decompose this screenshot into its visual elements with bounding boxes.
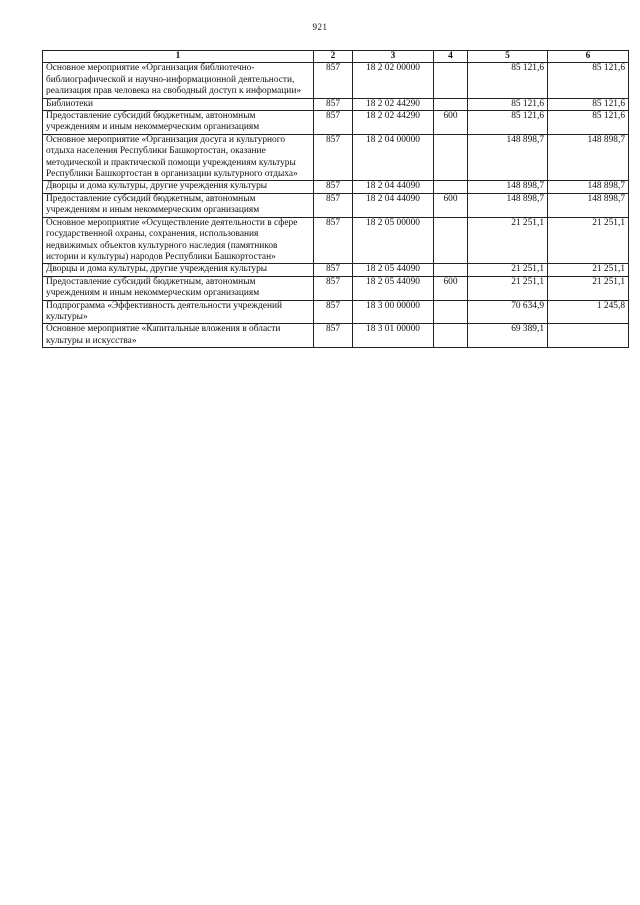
row-ministry: 857 bbox=[314, 134, 353, 181]
row-amount-1: 85 121,6 bbox=[468, 111, 548, 135]
table-row bbox=[43, 300, 629, 324]
column-header-name: 1 bbox=[43, 51, 314, 63]
row-name: Предоставление субсидий бюджетным, автономным учреждениям и иным некоммерческим организациям bbox=[43, 111, 314, 135]
row-ministry: 857 bbox=[314, 98, 353, 110]
row-amount-1: 85 121,6 bbox=[468, 63, 548, 98]
row-name: Библиотеки bbox=[43, 98, 314, 110]
row-ministry: 857 bbox=[314, 181, 353, 193]
row-name: Дворцы и дома культуры, другие учреждения культуры bbox=[43, 264, 314, 276]
table-row bbox=[43, 324, 629, 348]
row-amount-2: 85 121,6 bbox=[548, 63, 629, 98]
budget-table bbox=[42, 50, 629, 348]
column-header-code: 3 bbox=[353, 51, 434, 63]
row-code: 18 2 05 44090 bbox=[353, 276, 434, 300]
row-name: Предоставление субсидий бюджетным, автономным учреждениям и иным некоммерческим организациям bbox=[43, 193, 314, 217]
row-name: Основное мероприятие «Организация библиотечно-библиографической и научно-информационной деятельности, реализация прав человека на свободный доступ к информации» bbox=[43, 63, 314, 98]
row-amount-2: 21 251,1 bbox=[548, 217, 629, 264]
table-row bbox=[43, 181, 629, 193]
row-amount-1: 148 898,7 bbox=[468, 193, 548, 217]
row-amount-1: 21 251,1 bbox=[468, 276, 548, 300]
row-type bbox=[434, 181, 468, 193]
table-header-row bbox=[43, 51, 629, 63]
row-code: 18 2 02 00000 bbox=[353, 63, 434, 98]
row-type bbox=[434, 324, 468, 348]
column-header-type: 4 bbox=[434, 51, 468, 63]
row-ministry: 857 bbox=[314, 300, 353, 324]
row-amount-1: 69 389,1 bbox=[468, 324, 548, 348]
row-ministry: 857 bbox=[314, 217, 353, 264]
row-type: 600 bbox=[434, 193, 468, 217]
row-code: 18 3 00 00000 bbox=[353, 300, 434, 324]
row-type: 600 bbox=[434, 111, 468, 135]
row-ministry: 857 bbox=[314, 63, 353, 98]
row-type bbox=[434, 98, 468, 110]
row-amount-2: 21 251,1 bbox=[548, 276, 629, 300]
row-amount-1: 21 251,1 bbox=[468, 217, 548, 264]
row-type bbox=[434, 300, 468, 324]
row-type bbox=[434, 134, 468, 181]
column-header-amount-1: 5 bbox=[468, 51, 548, 63]
row-name: Предоставление субсидий бюджетным, автономным учреждениям и иным некоммерческим организациям bbox=[43, 276, 314, 300]
row-code: 18 2 02 44290 bbox=[353, 111, 434, 135]
row-code: 18 2 05 44090 bbox=[353, 264, 434, 276]
row-type bbox=[434, 264, 468, 276]
row-code: 18 2 04 44090 bbox=[353, 181, 434, 193]
table-row bbox=[43, 98, 629, 110]
row-name: Подпрограмма «Эффективность деятельности учреждений культуры» bbox=[43, 300, 314, 324]
row-code: 18 2 04 44090 bbox=[353, 193, 434, 217]
row-amount-2: 85 121,6 bbox=[548, 111, 629, 135]
row-type bbox=[434, 63, 468, 98]
row-name: Основное мероприятие «Осуществление деятельности в сфере государственной охраны, сохранения, использования недвижимых объектов культурного наследия (памятников истории и культуры) народов Республики Башкортостан» bbox=[43, 217, 314, 264]
row-amount-2 bbox=[548, 324, 629, 348]
page-number: 921 bbox=[312, 22, 328, 32]
row-amount-2: 1 245,8 bbox=[548, 300, 629, 324]
row-name: Основное мероприятие «Организация досуга и культурного отдыха населения Республики Башкортостан, оказание методической и практической помощи учреждениям культуры Республики Башкортостан в организации культурного отдыха» bbox=[43, 134, 314, 181]
row-ministry: 857 bbox=[314, 193, 353, 217]
row-amount-1: 148 898,7 bbox=[468, 134, 548, 181]
row-amount-2: 85 121,6 bbox=[548, 98, 629, 110]
column-header-amount-2: 6 bbox=[548, 51, 629, 63]
row-name: Основное мероприятие «Капитальные вложения в области культуры и искусства» bbox=[43, 324, 314, 348]
row-code: 18 2 04 00000 bbox=[353, 134, 434, 181]
table-row bbox=[43, 264, 629, 276]
row-type: 600 bbox=[434, 276, 468, 300]
row-amount-2: 21 251,1 bbox=[548, 264, 629, 276]
row-code: 18 3 01 00000 bbox=[353, 324, 434, 348]
row-type bbox=[434, 217, 468, 264]
row-amount-1: 70 634,9 bbox=[468, 300, 548, 324]
row-ministry: 857 bbox=[314, 111, 353, 135]
row-amount-1: 148 898,7 bbox=[468, 181, 548, 193]
row-ministry: 857 bbox=[314, 264, 353, 276]
column-header-ministry: 2 bbox=[314, 51, 353, 63]
table-row bbox=[43, 193, 629, 217]
row-amount-1: 85 121,6 bbox=[468, 98, 548, 110]
row-ministry: 857 bbox=[314, 324, 353, 348]
table-row bbox=[43, 217, 629, 264]
table-row bbox=[43, 134, 629, 181]
row-ministry: 857 bbox=[314, 276, 353, 300]
row-code: 18 2 05 00000 bbox=[353, 217, 434, 264]
row-amount-1: 21 251,1 bbox=[468, 264, 548, 276]
table-row bbox=[43, 111, 629, 135]
row-amount-2: 148 898,7 bbox=[548, 134, 629, 181]
row-code: 18 2 02 44290 bbox=[353, 98, 434, 110]
table-row bbox=[43, 63, 629, 98]
row-amount-2: 148 898,7 bbox=[548, 181, 629, 193]
row-name: Дворцы и дома культуры, другие учреждения культуры bbox=[43, 181, 314, 193]
table-row bbox=[43, 276, 629, 300]
row-amount-2: 148 898,7 bbox=[548, 193, 629, 217]
